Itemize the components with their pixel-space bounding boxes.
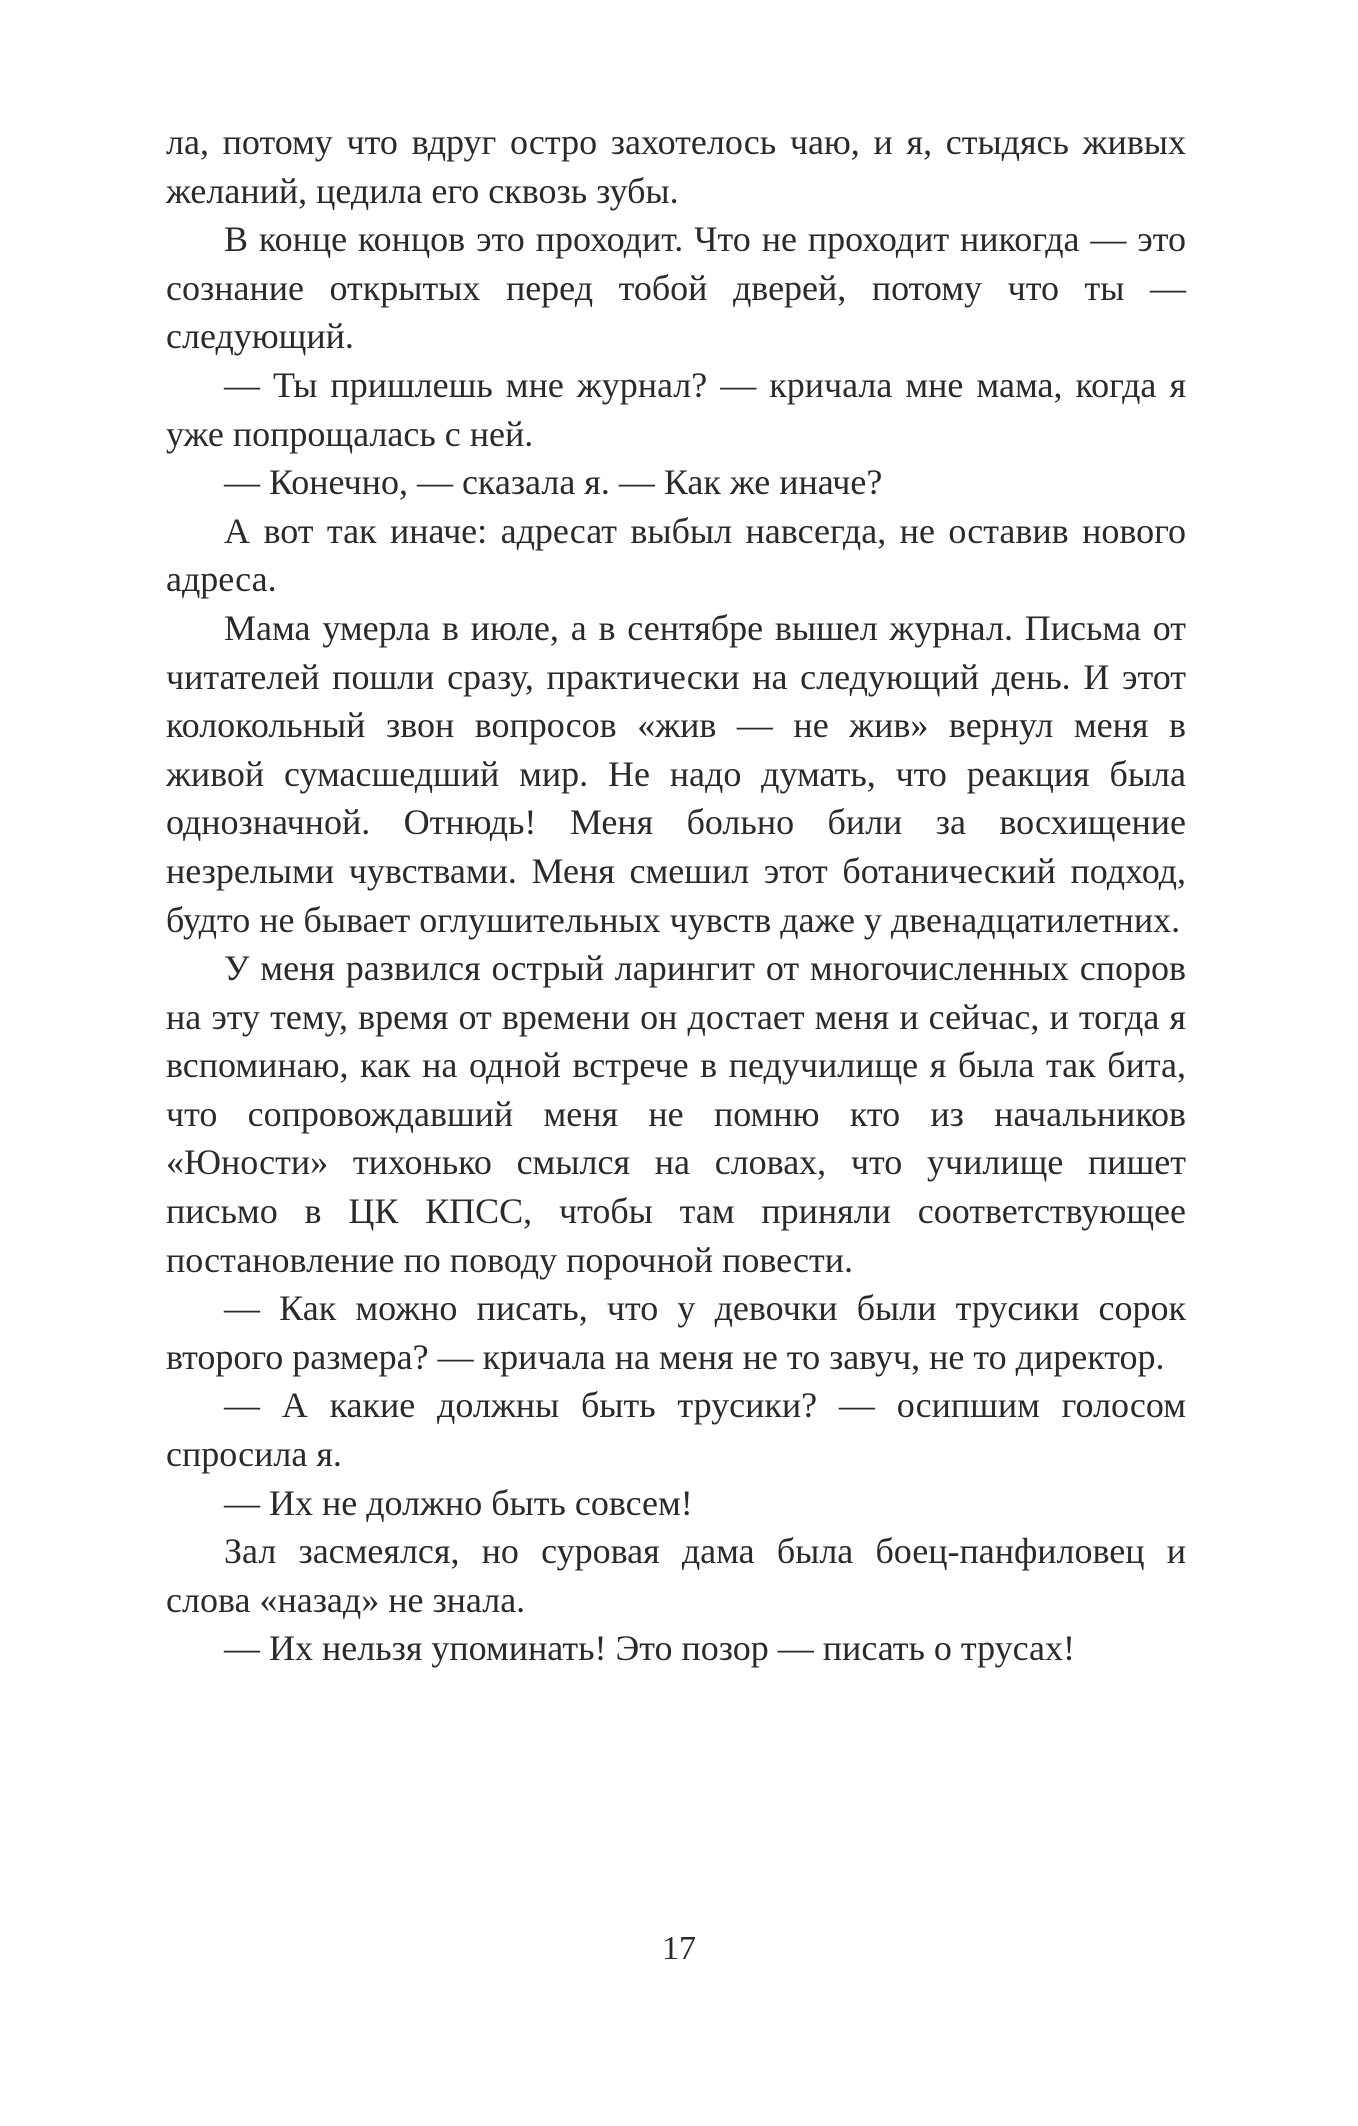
paragraph-1: ла, потому что вдруг остро захотелось чаю, и я, стыдясь живых желаний, цедила его сквозь зубы. — [166, 122, 1186, 211]
paragraph-4: — Конечно, — сказала я. — Как же иначе? — [224, 462, 883, 503]
page-number: 17 — [662, 1930, 696, 1967]
paragraph-6: Мама умерла в июле, а в сентябре вышел журнал. Письма от читателей пошли сразу, практически на следующий день. И этот колокольный звон вопросов «жив — не жив» вернул меня в живой сумасшедший мир. Не надо думать, что реакция была однозначной. Отнюдь! Меня больно били за восхищение незрелыми чувствами. Меня смешил этот ботанический подход, будто не бывает оглушительных чувств даже у двенадцатилетних. — [166, 607, 1186, 940]
paragraph-8: — Как можно писать, что у девочки были трусики сорок второго размера? — кричала на меня не то завуч, не то директор. — [166, 1288, 1186, 1377]
paragraph-9: — А какие должны быть трусики? — осипшим голосом спросила я. — [166, 1385, 1186, 1475]
paragraph-11: Зал засмеялся, но суровая дама была боец-панфиловец и слова «назад» не знала. — [166, 1531, 1186, 1620]
paragraph-12: — Их нельзя упоминать! Это позор — писать о трусах! — [224, 1628, 1076, 1669]
paragraph-10: — Их не должно быть совсем! — [224, 1482, 693, 1523]
paragraph-2: В конце концов это проходит. Что не проходит никогда — это сознание открытых перед тобой дверей, потому что ты — следующий. — [166, 219, 1186, 357]
paragraph-5: А вот так иначе: адресат выбыл навсегда, не оставив нового адреса. — [166, 510, 1186, 600]
paragraph-3: — Ты пришлешь мне журнал? — кричала мне мама, когда я уже попрощалась с ней. — [166, 364, 1186, 454]
page-body — [166, 118, 1186, 1673]
paragraph-7: У меня развился острый ларингит от многочисленных споров на эту тему, время от времени он достает меня и сейчас, и тогда я вспоминаю, как на одной встрече в педучилище я была так бита, что сопровождавший меня не помню кто из начальников «Юности» тихонько смылся на словах, что училище пишет письмо в ЦК КПСС, чтобы там приняли соответствующее постановление по поводу порочной повести. — [166, 948, 1186, 1280]
